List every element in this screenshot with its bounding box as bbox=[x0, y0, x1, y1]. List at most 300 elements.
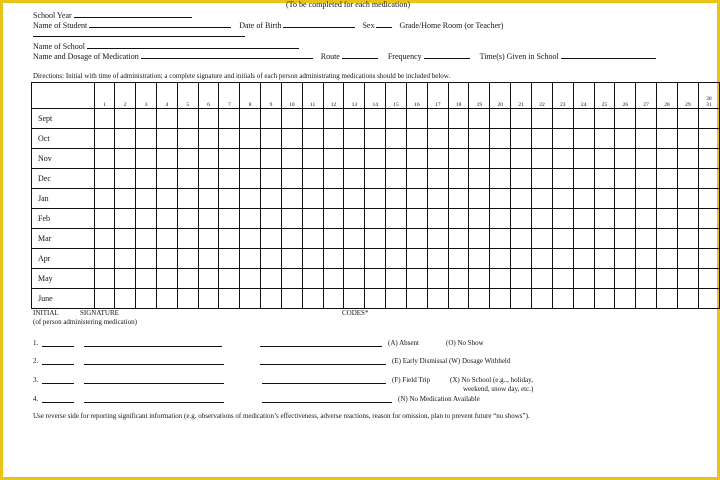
log-cell[interactable] bbox=[281, 249, 302, 269]
log-cell[interactable] bbox=[511, 249, 532, 269]
log-cell[interactable] bbox=[552, 249, 573, 269]
log-cell[interactable] bbox=[427, 129, 448, 149]
log-cell[interactable] bbox=[219, 209, 240, 229]
log-cell[interactable] bbox=[302, 209, 323, 229]
signature-line[interactable] bbox=[84, 402, 224, 403]
log-cell[interactable] bbox=[365, 129, 386, 149]
log-cell[interactable] bbox=[677, 169, 698, 189]
log-cell[interactable] bbox=[427, 189, 448, 209]
log-cell[interactable] bbox=[115, 249, 136, 269]
log-cell[interactable] bbox=[177, 249, 198, 269]
log-cell[interactable] bbox=[427, 169, 448, 189]
log-cell[interactable] bbox=[177, 269, 198, 289]
log-cell[interactable] bbox=[657, 289, 678, 309]
log-cell[interactable] bbox=[490, 169, 511, 189]
sex-line[interactable] bbox=[376, 19, 392, 28]
log-cell[interactable] bbox=[698, 209, 719, 229]
log-cell[interactable] bbox=[594, 269, 615, 289]
log-cell[interactable] bbox=[469, 169, 490, 189]
log-cell[interactable] bbox=[511, 189, 532, 209]
log-cell[interactable] bbox=[448, 149, 469, 169]
log-cell[interactable] bbox=[323, 169, 344, 189]
log-cell[interactable] bbox=[136, 269, 157, 289]
log-cell[interactable] bbox=[448, 129, 469, 149]
log-cell[interactable] bbox=[657, 189, 678, 209]
codes-line[interactable] bbox=[262, 383, 386, 384]
signature-line[interactable] bbox=[84, 364, 224, 365]
log-cell[interactable] bbox=[386, 109, 407, 129]
log-cell[interactable] bbox=[386, 229, 407, 249]
log-cell[interactable] bbox=[198, 149, 219, 169]
log-cell[interactable] bbox=[344, 209, 365, 229]
log-cell[interactable] bbox=[698, 249, 719, 269]
log-cell[interactable] bbox=[302, 229, 323, 249]
log-cell[interactable] bbox=[261, 129, 282, 149]
log-cell[interactable] bbox=[615, 109, 636, 129]
log-cell[interactable] bbox=[365, 209, 386, 229]
log-cell[interactable] bbox=[552, 269, 573, 289]
log-cell[interactable] bbox=[240, 249, 261, 269]
log-cell[interactable] bbox=[427, 209, 448, 229]
log-cell[interactable] bbox=[219, 129, 240, 149]
log-cell[interactable] bbox=[136, 209, 157, 229]
log-cell[interactable] bbox=[302, 129, 323, 149]
log-cell[interactable] bbox=[177, 189, 198, 209]
log-cell[interactable] bbox=[677, 249, 698, 269]
log-cell[interactable] bbox=[94, 109, 115, 129]
log-cell[interactable] bbox=[198, 129, 219, 149]
log-cell[interactable] bbox=[469, 129, 490, 149]
log-cell[interactable] bbox=[698, 149, 719, 169]
log-cell[interactable] bbox=[302, 149, 323, 169]
log-cell[interactable] bbox=[261, 229, 282, 249]
log-cell[interactable] bbox=[115, 289, 136, 309]
log-cell[interactable] bbox=[698, 229, 719, 249]
log-cell[interactable] bbox=[552, 109, 573, 129]
log-cell[interactable] bbox=[136, 249, 157, 269]
log-cell[interactable] bbox=[365, 189, 386, 209]
log-cell[interactable] bbox=[615, 129, 636, 149]
log-cell[interactable] bbox=[136, 109, 157, 129]
log-cell[interactable] bbox=[657, 109, 678, 129]
log-cell[interactable] bbox=[157, 289, 178, 309]
log-cell[interactable] bbox=[219, 149, 240, 169]
log-cell[interactable] bbox=[594, 109, 615, 129]
log-cell[interactable] bbox=[469, 149, 490, 169]
log-cell[interactable] bbox=[594, 129, 615, 149]
log-cell[interactable] bbox=[302, 289, 323, 309]
log-cell[interactable] bbox=[532, 149, 553, 169]
log-cell[interactable] bbox=[94, 229, 115, 249]
log-cell[interactable] bbox=[323, 289, 344, 309]
log-cell[interactable] bbox=[532, 289, 553, 309]
log-cell[interactable] bbox=[115, 149, 136, 169]
log-cell[interactable] bbox=[573, 289, 594, 309]
log-cell[interactable] bbox=[511, 169, 532, 189]
log-cell[interactable] bbox=[532, 109, 553, 129]
log-cell[interactable] bbox=[636, 269, 657, 289]
log-cell[interactable] bbox=[281, 109, 302, 129]
log-cell[interactable] bbox=[94, 209, 115, 229]
log-cell[interactable] bbox=[427, 149, 448, 169]
log-cell[interactable] bbox=[657, 249, 678, 269]
log-cell[interactable] bbox=[136, 189, 157, 209]
log-cell[interactable] bbox=[240, 129, 261, 149]
log-cell[interactable] bbox=[636, 289, 657, 309]
log-cell[interactable] bbox=[365, 229, 386, 249]
log-cell[interactable] bbox=[198, 169, 219, 189]
initial-line[interactable] bbox=[42, 364, 74, 365]
log-cell[interactable] bbox=[406, 169, 427, 189]
student-continuation-line[interactable] bbox=[33, 36, 245, 37]
log-cell[interactable] bbox=[94, 149, 115, 169]
log-cell[interactable] bbox=[594, 209, 615, 229]
log-cell[interactable] bbox=[157, 249, 178, 269]
times-given-line[interactable] bbox=[561, 50, 656, 59]
log-cell[interactable] bbox=[573, 189, 594, 209]
log-cell[interactable] bbox=[511, 289, 532, 309]
log-cell[interactable] bbox=[302, 109, 323, 129]
log-cell[interactable] bbox=[657, 129, 678, 149]
log-cell[interactable] bbox=[511, 209, 532, 229]
log-cell[interactable] bbox=[573, 169, 594, 189]
log-cell[interactable] bbox=[281, 189, 302, 209]
log-cell[interactable] bbox=[677, 209, 698, 229]
log-cell[interactable] bbox=[261, 269, 282, 289]
log-cell[interactable] bbox=[198, 209, 219, 229]
log-cell[interactable] bbox=[615, 229, 636, 249]
log-cell[interactable] bbox=[406, 289, 427, 309]
log-cell[interactable] bbox=[427, 269, 448, 289]
log-cell[interactable] bbox=[448, 189, 469, 209]
log-cell[interactable] bbox=[323, 149, 344, 169]
log-cell[interactable] bbox=[219, 289, 240, 309]
log-cell[interactable] bbox=[448, 169, 469, 189]
log-cell[interactable] bbox=[94, 269, 115, 289]
codes-line[interactable] bbox=[260, 364, 386, 365]
date-of-birth-line[interactable] bbox=[283, 19, 355, 28]
log-cell[interactable] bbox=[240, 289, 261, 309]
initial-line[interactable] bbox=[42, 346, 74, 347]
log-cell[interactable] bbox=[532, 129, 553, 149]
log-cell[interactable] bbox=[115, 269, 136, 289]
log-cell[interactable] bbox=[511, 149, 532, 169]
log-cell[interactable] bbox=[344, 289, 365, 309]
log-cell[interactable] bbox=[427, 229, 448, 249]
log-cell[interactable] bbox=[344, 149, 365, 169]
log-cell[interactable] bbox=[386, 269, 407, 289]
log-cell[interactable] bbox=[490, 249, 511, 269]
log-cell[interactable] bbox=[636, 149, 657, 169]
log-cell[interactable] bbox=[302, 169, 323, 189]
log-cell[interactable] bbox=[177, 149, 198, 169]
log-cell[interactable] bbox=[698, 129, 719, 149]
log-cell[interactable] bbox=[427, 289, 448, 309]
log-cell[interactable] bbox=[281, 169, 302, 189]
log-cell[interactable] bbox=[177, 229, 198, 249]
log-cell[interactable] bbox=[677, 189, 698, 209]
log-cell[interactable] bbox=[219, 169, 240, 189]
log-cell[interactable] bbox=[136, 129, 157, 149]
log-cell[interactable] bbox=[157, 109, 178, 129]
log-cell[interactable] bbox=[261, 169, 282, 189]
log-cell[interactable] bbox=[698, 109, 719, 129]
log-cell[interactable] bbox=[240, 269, 261, 289]
log-cell[interactable] bbox=[240, 109, 261, 129]
name-of-school-line[interactable] bbox=[87, 40, 299, 49]
log-cell[interactable] bbox=[615, 149, 636, 169]
log-cell[interactable] bbox=[94, 169, 115, 189]
log-cell[interactable] bbox=[115, 189, 136, 209]
log-cell[interactable] bbox=[219, 229, 240, 249]
log-cell[interactable] bbox=[573, 149, 594, 169]
log-cell[interactable] bbox=[615, 169, 636, 189]
log-cell[interactable] bbox=[198, 249, 219, 269]
log-cell[interactable] bbox=[281, 149, 302, 169]
log-cell[interactable] bbox=[323, 249, 344, 269]
log-cell[interactable] bbox=[219, 189, 240, 209]
log-cell[interactable] bbox=[698, 289, 719, 309]
log-cell[interactable] bbox=[552, 289, 573, 309]
log-cell[interactable] bbox=[240, 209, 261, 229]
log-cell[interactable] bbox=[698, 269, 719, 289]
log-cell[interactable] bbox=[657, 229, 678, 249]
log-cell[interactable] bbox=[115, 129, 136, 149]
log-cell[interactable] bbox=[532, 269, 553, 289]
log-cell[interactable] bbox=[490, 149, 511, 169]
log-cell[interactable] bbox=[344, 269, 365, 289]
log-cell[interactable] bbox=[136, 289, 157, 309]
log-cell[interactable] bbox=[552, 229, 573, 249]
log-cell[interactable] bbox=[261, 189, 282, 209]
log-cell[interactable] bbox=[281, 289, 302, 309]
log-cell[interactable] bbox=[594, 189, 615, 209]
log-cell[interactable] bbox=[344, 229, 365, 249]
log-cell[interactable] bbox=[532, 189, 553, 209]
log-cell[interactable] bbox=[406, 149, 427, 169]
log-cell[interactable] bbox=[198, 189, 219, 209]
log-cell[interactable] bbox=[365, 169, 386, 189]
log-cell[interactable] bbox=[636, 249, 657, 269]
log-cell[interactable] bbox=[406, 229, 427, 249]
log-cell[interactable] bbox=[490, 269, 511, 289]
log-cell[interactable] bbox=[636, 229, 657, 249]
log-cell[interactable] bbox=[406, 269, 427, 289]
log-cell[interactable] bbox=[511, 269, 532, 289]
log-cell[interactable] bbox=[344, 169, 365, 189]
log-cell[interactable] bbox=[281, 209, 302, 229]
log-cell[interactable] bbox=[219, 269, 240, 289]
log-cell[interactable] bbox=[490, 129, 511, 149]
log-cell[interactable] bbox=[219, 109, 240, 129]
log-cell[interactable] bbox=[386, 129, 407, 149]
log-cell[interactable] bbox=[177, 129, 198, 149]
log-cell[interactable] bbox=[302, 249, 323, 269]
log-cell[interactable] bbox=[157, 149, 178, 169]
log-cell[interactable] bbox=[115, 209, 136, 229]
log-cell[interactable] bbox=[490, 289, 511, 309]
log-cell[interactable] bbox=[157, 209, 178, 229]
log-cell[interactable] bbox=[115, 169, 136, 189]
log-cell[interactable] bbox=[448, 269, 469, 289]
log-cell[interactable] bbox=[323, 189, 344, 209]
log-cell[interactable] bbox=[177, 209, 198, 229]
log-cell[interactable] bbox=[657, 169, 678, 189]
log-cell[interactable] bbox=[261, 109, 282, 129]
log-cell[interactable] bbox=[615, 249, 636, 269]
log-cell[interactable] bbox=[677, 289, 698, 309]
log-cell[interactable] bbox=[406, 189, 427, 209]
log-cell[interactable] bbox=[323, 209, 344, 229]
codes-line[interactable] bbox=[262, 402, 392, 403]
log-cell[interactable] bbox=[636, 129, 657, 149]
log-cell[interactable] bbox=[427, 249, 448, 269]
log-cell[interactable] bbox=[198, 229, 219, 249]
log-cell[interactable] bbox=[573, 129, 594, 149]
log-cell[interactable] bbox=[386, 249, 407, 269]
log-cell[interactable] bbox=[386, 189, 407, 209]
log-cell[interactable] bbox=[552, 189, 573, 209]
log-cell[interactable] bbox=[698, 189, 719, 209]
route-line[interactable] bbox=[342, 50, 378, 59]
log-cell[interactable] bbox=[594, 229, 615, 249]
log-cell[interactable] bbox=[261, 289, 282, 309]
log-cell[interactable] bbox=[532, 249, 553, 269]
log-cell[interactable] bbox=[240, 149, 261, 169]
log-cell[interactable] bbox=[573, 229, 594, 249]
log-cell[interactable] bbox=[406, 249, 427, 269]
log-cell[interactable] bbox=[157, 189, 178, 209]
log-cell[interactable] bbox=[573, 269, 594, 289]
log-cell[interactable] bbox=[323, 269, 344, 289]
log-cell[interactable] bbox=[157, 269, 178, 289]
log-cell[interactable] bbox=[177, 109, 198, 129]
log-cell[interactable] bbox=[261, 149, 282, 169]
log-cell[interactable] bbox=[157, 229, 178, 249]
log-cell[interactable] bbox=[698, 169, 719, 189]
log-cell[interactable] bbox=[469, 289, 490, 309]
log-cell[interactable] bbox=[615, 289, 636, 309]
log-cell[interactable] bbox=[636, 169, 657, 189]
log-cell[interactable] bbox=[677, 229, 698, 249]
log-cell[interactable] bbox=[177, 289, 198, 309]
log-cell[interactable] bbox=[532, 169, 553, 189]
log-cell[interactable] bbox=[594, 249, 615, 269]
log-cell[interactable] bbox=[323, 129, 344, 149]
log-cell[interactable] bbox=[677, 149, 698, 169]
log-cell[interactable] bbox=[594, 169, 615, 189]
initial-line[interactable] bbox=[42, 402, 74, 403]
signature-line[interactable] bbox=[84, 346, 222, 347]
log-cell[interactable] bbox=[657, 149, 678, 169]
log-cell[interactable] bbox=[94, 249, 115, 269]
log-cell[interactable] bbox=[615, 269, 636, 289]
log-cell[interactable] bbox=[448, 249, 469, 269]
log-cell[interactable] bbox=[573, 109, 594, 129]
log-cell[interactable] bbox=[240, 229, 261, 249]
log-cell[interactable] bbox=[323, 229, 344, 249]
log-cell[interactable] bbox=[240, 189, 261, 209]
codes-line[interactable] bbox=[260, 346, 382, 347]
log-cell[interactable] bbox=[573, 209, 594, 229]
log-cell[interactable] bbox=[365, 269, 386, 289]
log-cell[interactable] bbox=[94, 129, 115, 149]
log-cell[interactable] bbox=[365, 149, 386, 169]
log-cell[interactable] bbox=[240, 169, 261, 189]
log-cell[interactable] bbox=[573, 249, 594, 269]
initial-line[interactable] bbox=[42, 383, 74, 384]
log-cell[interactable] bbox=[365, 249, 386, 269]
log-cell[interactable] bbox=[469, 249, 490, 269]
log-cell[interactable] bbox=[281, 129, 302, 149]
log-cell[interactable] bbox=[198, 269, 219, 289]
log-cell[interactable] bbox=[677, 269, 698, 289]
log-cell[interactable] bbox=[406, 109, 427, 129]
log-cell[interactable] bbox=[469, 229, 490, 249]
log-cell[interactable] bbox=[261, 249, 282, 269]
log-cell[interactable] bbox=[552, 169, 573, 189]
log-cell[interactable] bbox=[469, 209, 490, 229]
log-cell[interactable] bbox=[136, 169, 157, 189]
log-cell[interactable] bbox=[177, 169, 198, 189]
log-cell[interactable] bbox=[281, 269, 302, 289]
log-cell[interactable] bbox=[636, 109, 657, 129]
log-cell[interactable] bbox=[344, 189, 365, 209]
name-dosage-line[interactable] bbox=[141, 50, 313, 59]
log-cell[interactable] bbox=[386, 209, 407, 229]
log-cell[interactable] bbox=[552, 209, 573, 229]
log-cell[interactable] bbox=[94, 189, 115, 209]
log-cell[interactable] bbox=[136, 149, 157, 169]
log-cell[interactable] bbox=[657, 209, 678, 229]
log-cell[interactable] bbox=[323, 109, 344, 129]
log-cell[interactable] bbox=[302, 189, 323, 209]
log-cell[interactable] bbox=[198, 109, 219, 129]
log-cell[interactable] bbox=[386, 149, 407, 169]
log-cell[interactable] bbox=[427, 109, 448, 129]
log-cell[interactable] bbox=[594, 289, 615, 309]
log-cell[interactable] bbox=[677, 109, 698, 129]
log-cell[interactable] bbox=[490, 209, 511, 229]
log-cell[interactable] bbox=[344, 249, 365, 269]
log-cell[interactable] bbox=[677, 129, 698, 149]
log-cell[interactable] bbox=[490, 229, 511, 249]
log-cell[interactable] bbox=[469, 109, 490, 129]
log-cell[interactable] bbox=[157, 169, 178, 189]
log-cell[interactable] bbox=[302, 269, 323, 289]
log-cell[interactable] bbox=[448, 289, 469, 309]
log-cell[interactable] bbox=[261, 209, 282, 229]
log-cell[interactable] bbox=[157, 129, 178, 149]
log-cell[interactable] bbox=[344, 129, 365, 149]
log-cell[interactable] bbox=[615, 189, 636, 209]
log-cell[interactable] bbox=[511, 129, 532, 149]
log-cell[interactable] bbox=[219, 249, 240, 269]
frequency-line[interactable] bbox=[424, 50, 470, 59]
log-cell[interactable] bbox=[198, 289, 219, 309]
log-cell[interactable] bbox=[469, 189, 490, 209]
log-cell[interactable] bbox=[448, 209, 469, 229]
log-cell[interactable] bbox=[511, 229, 532, 249]
log-cell[interactable] bbox=[448, 109, 469, 129]
log-cell[interactable] bbox=[406, 209, 427, 229]
log-cell[interactable] bbox=[532, 209, 553, 229]
school-year-line[interactable] bbox=[74, 9, 192, 18]
log-cell[interactable] bbox=[552, 129, 573, 149]
log-cell[interactable] bbox=[94, 289, 115, 309]
log-cell[interactable] bbox=[552, 149, 573, 169]
log-cell[interactable] bbox=[115, 229, 136, 249]
